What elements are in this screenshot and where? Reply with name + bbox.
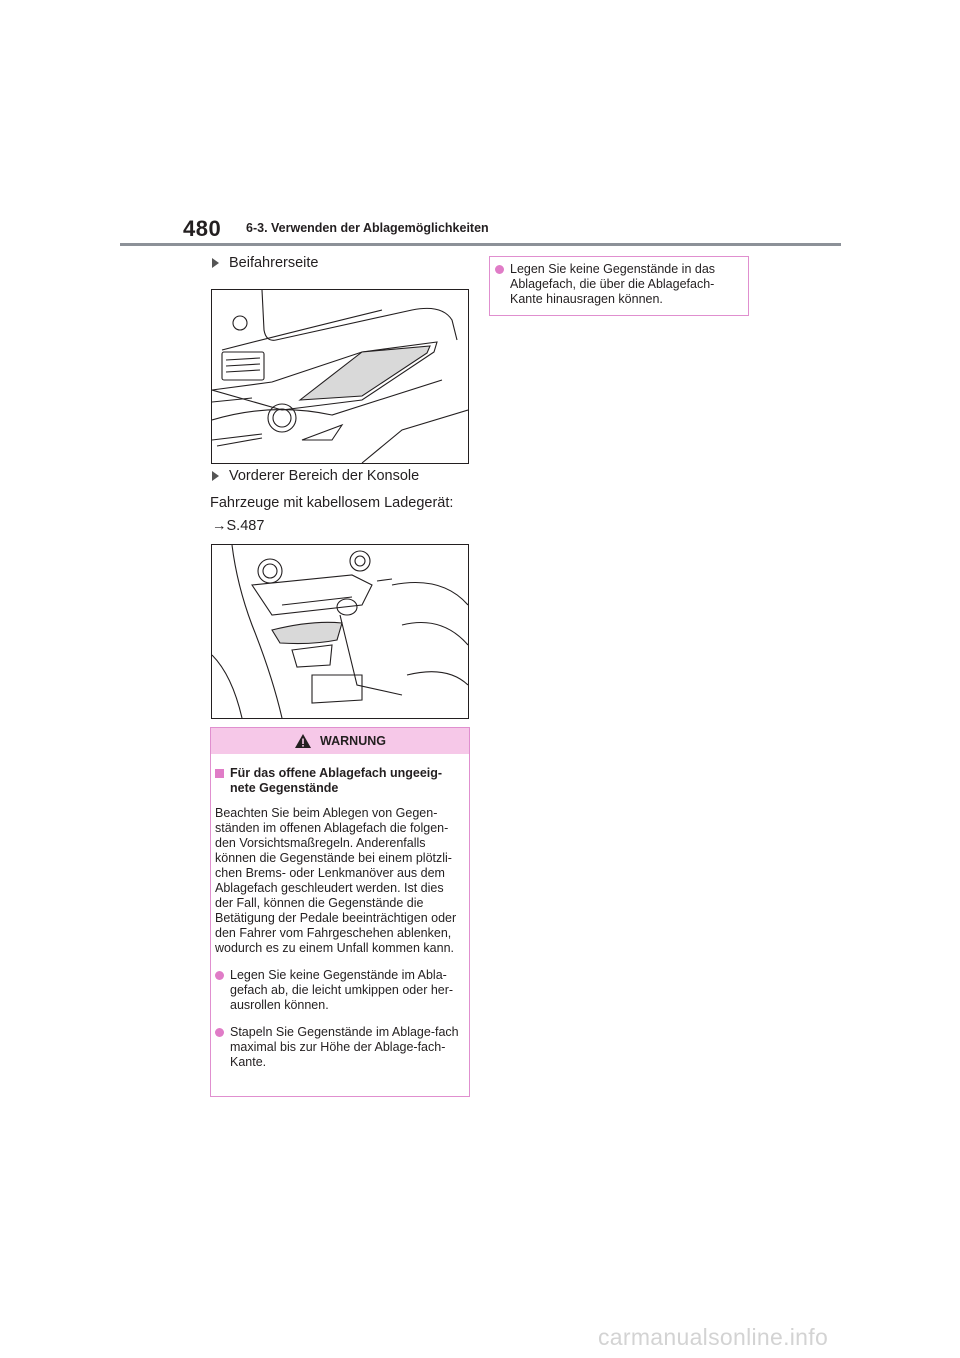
warning-title-text: Für das offene Ablagefach ungeeig-nete Gegenstände (230, 766, 443, 795)
warning-bullet (215, 1025, 465, 1070)
warning-bullet (215, 968, 465, 1013)
warning-paragraph: Beachten Sie beim Ablegen von Gegen-ständen im offenen Ablagefach die folgen-den Vorsichtsmaßregeln. Anderenfalls können die Gegenstände bei einem plötzli-chen Brems- oder Lenkmanöver aus dem Ablagefach geschleudert werden. Ist dies der Fall, können die Gegenstände die Betätigung der Pedale beeinträchtigen oder den Fahrer vom Fahrgeschehen ablenken, wodurch es zu einem Unfall kommen kann. (215, 806, 457, 955)
warning-header (211, 728, 469, 754)
warning-box (210, 727, 470, 1097)
circle-bullet-icon (215, 1028, 224, 1037)
triangle-bullet-icon (212, 471, 219, 481)
passenger-side-heading (212, 255, 318, 271)
circle-bullet-icon (495, 265, 504, 274)
warning-triangle-icon (294, 733, 312, 749)
front-console-label: Vorderer Bereich der Konsole (229, 468, 420, 484)
front-console-heading (212, 468, 419, 484)
note-box (489, 256, 749, 316)
warning-bullet-text: Legen Sie keine Gegenstände im Abla-gefach ab, die leicht umkippen oder her-ausrollen können. (230, 968, 454, 1012)
wireless-charger-text: Fahrzeuge mit kabellosem Ladegerät: (210, 495, 454, 511)
page-number: 480 (183, 216, 222, 241)
warning-title (215, 766, 465, 796)
page-reference-link[interactable]: →S.487 (212, 518, 265, 534)
warning-heading: WARNUNG (320, 734, 386, 748)
passenger-glovebox-illustration (211, 289, 469, 464)
header-divider (120, 243, 841, 246)
warning-bullet-text: Stapeln Sie Gegenstände im Ablage-fach maximal bis zur Höhe der Ablage-fach-Kante. (230, 1025, 459, 1069)
triangle-bullet-icon (212, 258, 219, 268)
front-console-illustration (211, 544, 469, 719)
watermark: carmanualsonline.info (598, 1324, 829, 1350)
note-text: Legen Sie keine Gegenstände in das Ablagefach, die über die Ablagefach-Kante hinausragen können. (510, 262, 716, 306)
section-title: 6-3. Verwenden der Ablagemöglichkeiten (246, 221, 489, 235)
circle-bullet-icon (215, 971, 224, 980)
square-bullet-icon (215, 769, 224, 778)
passenger-side-label: Beifahrerseite (229, 255, 319, 271)
